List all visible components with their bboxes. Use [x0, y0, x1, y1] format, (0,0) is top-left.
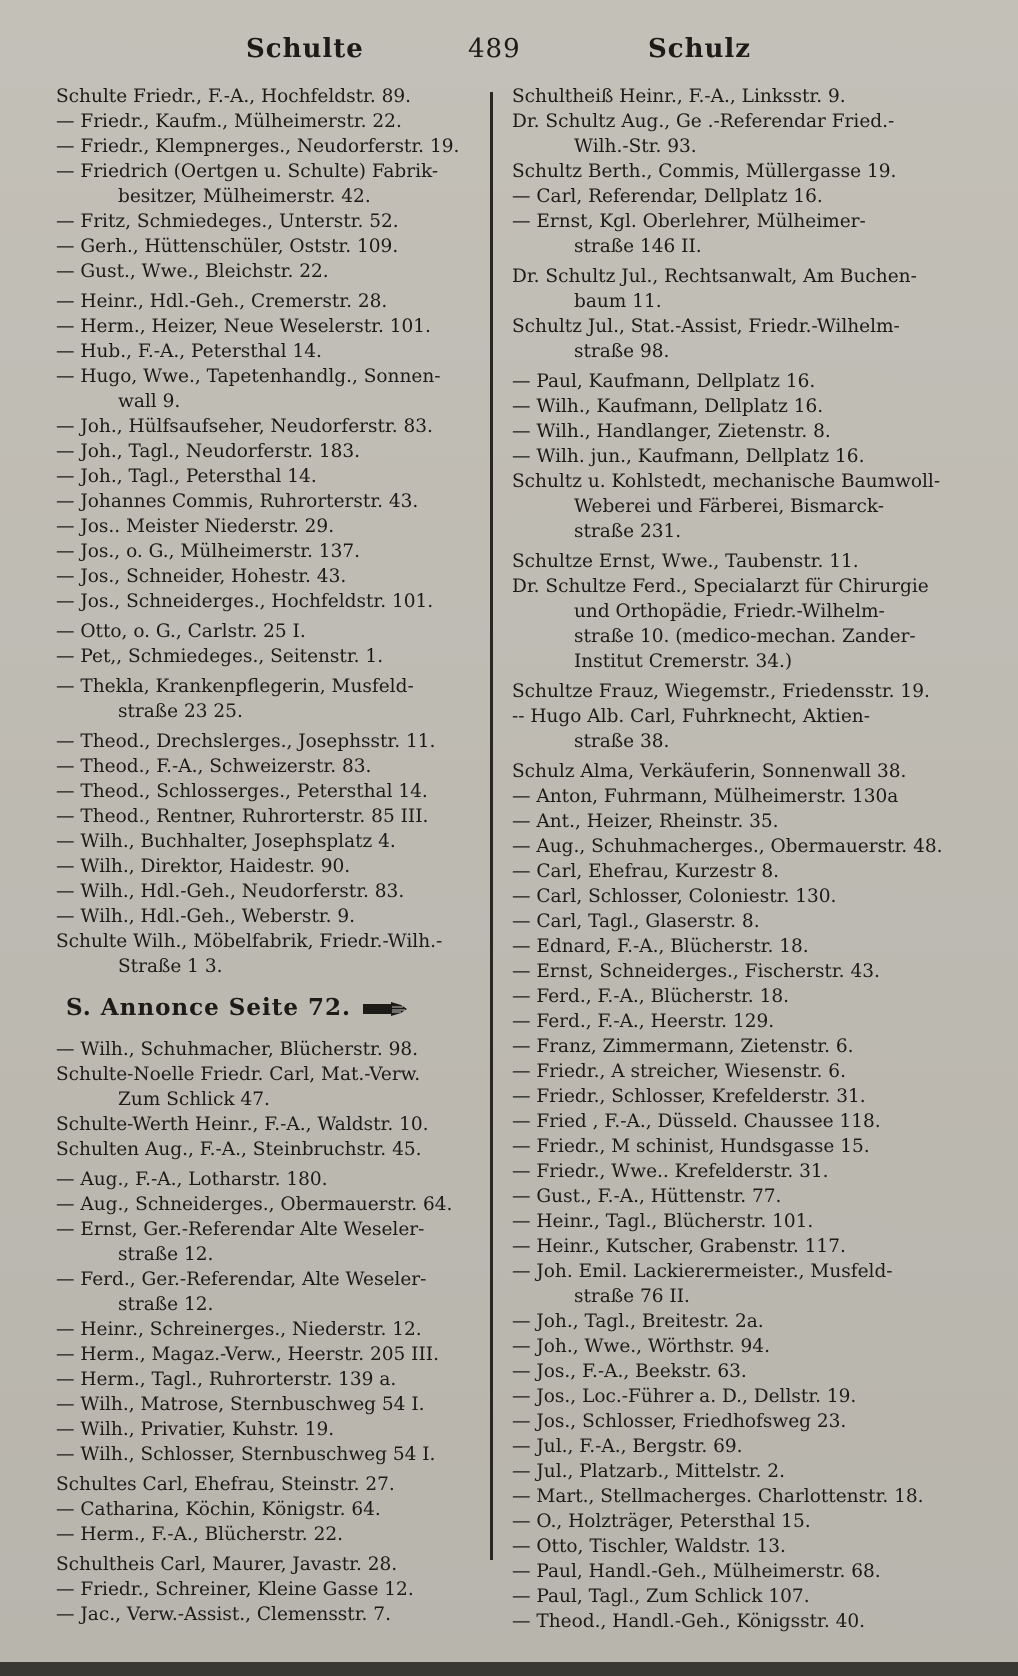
directory-entry: — Aug., Schneiderges., Obermauerstr. 64. — [56, 1194, 453, 1215]
directory-entry: Schultze Ernst, Wwe., Taubenstr. 11. — [512, 551, 859, 572]
directory-entry: Schultz u. Kohlstedt, mechanische Baumwoll- — [512, 471, 941, 492]
directory-entry: straße 12. — [118, 1294, 214, 1315]
directory-entry: — Paul, Kaufmann, Dellplatz 16. — [512, 371, 816, 392]
directory-entry: — Jul., F.-A., Bergstr. 69. — [512, 1436, 743, 1457]
column-divider — [490, 92, 493, 1560]
directory-entry: — Wilh., Privatier, Kuhstr. 19. — [56, 1419, 335, 1440]
directory-entry: — Mart., Stellmacherges. Charlottenstr. 18. — [512, 1486, 924, 1507]
directory-entry: — Carl, Schlosser, Coloniestr. 130. — [512, 886, 837, 907]
directory-entry: straße 10. (medico-mechan. Zander- — [574, 626, 916, 647]
directory-entry: — Theod., F.-A., Schweizerstr. 83. — [56, 756, 372, 777]
directory-entry: — O., Holzträger, Petersthal 15. — [512, 1511, 811, 1532]
directory-entry: Schultz Jul., Stat.-Assist, Friedr.-Wilhelm- — [512, 316, 900, 337]
directory-entry: — Carl, Referendar, Dellplatz 16. — [512, 186, 823, 207]
directory-entry: — Wilh., Matrose, Sternbuschweg 54 I. — [56, 1394, 425, 1415]
page-number: 489 — [468, 34, 521, 64]
directory-entry: — Jos., Schlosser, Friedhofsweg 23. — [512, 1411, 847, 1432]
directory-entry: — Joh. Emil. Lackierermeister., Musfeld- — [512, 1261, 893, 1282]
directory-entry: — Anton, Fuhrmann, Mülheimerstr. 130a — [512, 786, 899, 807]
directory-entry: — Joh., Tagl., Petersthal 14. — [56, 466, 317, 487]
directory-entry: Wilh.-Str. 93. — [574, 136, 697, 157]
directory-entry: straße 98. — [574, 341, 670, 362]
directory-entry: — Herm., F.-A., Blücherstr. 22. — [56, 1524, 343, 1545]
directory-entry: — Jul., Platzarb., Mittelstr. 2. — [512, 1461, 785, 1482]
directory-entry: straße 23 25. — [118, 701, 243, 722]
directory-entry: Schultze Frauz, Wiegemstr., Friedensstr. 19. — [512, 681, 930, 702]
directory-entry: — Herm., Magaz.-Verw., Heerstr. 205 III. — [56, 1344, 439, 1365]
directory-entry: — Jac., Verw.-Assist., Clemensstr. 7. — [56, 1604, 391, 1625]
directory-entry: Schulte Wilh., Möbelfabrik, Friedr.-Wilh.- — [56, 931, 443, 952]
directory-entry: — Friedr., Schreiner, Kleine Gasse 12. — [56, 1579, 414, 1600]
directory-entry: — Ernst, Ger.-Referendar Alte Weseler- — [56, 1219, 425, 1240]
directory-entry: — Heinr., Hdl.-Geh., Cremerstr. 28. — [56, 291, 388, 312]
directory-entry: — Ant., Heizer, Rheinstr. 35. — [512, 811, 779, 832]
directory-entry: — Thekla, Krankenpflegerin, Musfeld- — [56, 676, 414, 697]
directory-entry: Dr. Schultze Ferd., Specialarzt für Chirurgie — [512, 576, 929, 597]
directory-entry: — Ernst, Schneiderges., Fischerstr. 43. — [512, 961, 880, 982]
directory-entry: — Ferd., F.-A., Blücherstr. 18. — [512, 986, 789, 1007]
directory-entry: straße 76 II. — [574, 1286, 690, 1307]
directory-entry: — Heinr., Tagl., Blücherstr. 101. — [512, 1211, 814, 1232]
right-column — [512, 84, 946, 1634]
directory-entry: — Friedr., Schlosser, Krefelderstr. 31. — [512, 1086, 866, 1107]
header-right-name: Schulz — [648, 34, 752, 64]
directory-entry: Schulte Friedr., F.-A., Hochfeldstr. 89. — [56, 86, 411, 107]
directory-entry: Schultheis Carl, Maurer, Javastr. 28. — [56, 1554, 398, 1575]
directory-entry: straße 38. — [574, 731, 670, 752]
directory-entry: wall 9. — [118, 391, 181, 412]
directory-entry: straße 146 II. — [574, 236, 702, 257]
directory-entry: — Jos., Schneiderges., Hochfeldstr. 101. — [56, 591, 434, 612]
directory-entry: — Johannes Commis, Ruhrorterstr. 43. — [56, 491, 419, 512]
directory-entry: — Friedr., Wwe.. Krefelderstr. 31. — [512, 1161, 829, 1182]
directory-entry: — Hub., F.-A., Petersthal 14. — [56, 341, 322, 362]
directory-entry: Schultes Carl, Ehefrau, Steinstr. 27. — [56, 1474, 395, 1495]
directory-entry: Schulte-Noelle Friedr. Carl, Mat.-Verw. — [56, 1064, 421, 1085]
directory-entry: — Carl, Ehefrau, Kurzestr 8. — [512, 861, 780, 882]
directory-entry: — Wilh., Hdl.-Geh., Weberstr. 9. — [56, 906, 356, 927]
directory-entry: — Pet,, Schmiedeges., Seitenstr. 1. — [56, 646, 384, 667]
directory-entry: — Wilh., Schuhmacher, Blücherstr. 98. — [56, 1039, 419, 1060]
directory-entry: besitzer, Mülheimerstr. 42. — [118, 186, 371, 207]
directory-entry: — Friedr., M schinist, Hundsgasse 15. — [512, 1136, 870, 1157]
directory-entry: — Joh., Hülfsaufseher, Neudorferstr. 83. — [56, 416, 433, 437]
directory-entry: — Joh., Tagl., Neudorferstr. 183. — [56, 441, 361, 462]
directory-entry: — Joh., Tagl., Breitestr. 2a. — [512, 1311, 764, 1332]
page-edge — [0, 1662, 1018, 1676]
directory-entry: — Heinr., Schreinerges., Niederstr. 12. — [56, 1319, 422, 1340]
page-header — [0, 34, 1018, 74]
directory-entry: — Carl, Tagl., Glaserstr. 8. — [512, 911, 760, 932]
directory-entry: — Wilh., Handlanger, Zietenstr. 8. — [512, 421, 831, 442]
directory-entry: und Orthopädie, Friedr.-Wilhelm- — [574, 601, 885, 622]
directory-entry: — Gerh., Hüttenschüler, Oststr. 109. — [56, 236, 399, 257]
directory-entry: — Friedr., Klempnerges., Neudorferstr. 19. — [56, 136, 460, 157]
directory-entry: — Jos., Schneider, Hohestr. 43. — [56, 566, 347, 587]
directory-entry: — Theod., Drechslerges., Josephsstr. 11. — [56, 731, 436, 752]
directory-entry: Dr. Schultz Aug., Ge .-Referendar Fried.- — [512, 111, 895, 132]
directory-entry: — Wilh., Direktor, Haidestr. 90. — [56, 856, 351, 877]
directory-entry: -- Hugo Alb. Carl, Fuhrknecht, Aktien- — [512, 706, 870, 727]
directory-entry: Zum Schlick 47. — [118, 1089, 270, 1110]
directory-entry: baum 11. — [574, 291, 662, 312]
directory-entry: — Wilh., Hdl.-Geh., Neudorferstr. 83. — [56, 881, 405, 902]
directory-entry: — Catharina, Köchin, Königstr. 64. — [56, 1499, 381, 1520]
directory-entry: Schultheiß Heinr., F.-A., Linksstr. 9. — [512, 86, 846, 107]
directory-entry: — Ednard, F.-A., Blücherstr. 18. — [512, 936, 809, 957]
directory-entry: — Ferd., Ger.-Referendar, Alte Weseler- — [56, 1269, 427, 1290]
directory-entry: Schulz Alma, Verkäuferin, Sonnenwall 38. — [512, 761, 907, 782]
annonce-text: S. Annonce Seite 72. — [66, 994, 352, 1021]
directory-entry: — Gust., F.-A., Hüttenstr. 77. — [512, 1186, 782, 1207]
directory-entry: — Ernst, Kgl. Oberlehrer, Mülheimer- — [512, 211, 866, 232]
header-left-name: Schulte — [246, 34, 364, 64]
directory-entry: — Hugo, Wwe., Tapetenhandlg., Sonnen- — [56, 366, 441, 387]
directory-entry: — Otto, Tischler, Waldstr. 13. — [512, 1536, 786, 1557]
directory-entry: — Jos., Loc.-Führer a. D., Dellstr. 19. — [512, 1386, 857, 1407]
directory-entry: — Franz, Zimmermann, Zietenstr. 6. — [512, 1036, 854, 1057]
directory-entry: — Gust., Wwe., Bleichstr. 22. — [56, 261, 329, 282]
directory-entry: Straße 1 3. — [118, 956, 223, 977]
directory-entry: — Herm., Heizer, Neue Weselerstr. 101. — [56, 316, 431, 337]
directory-entry: — Joh., Wwe., Wörthstr. 94. — [512, 1336, 770, 1357]
directory-entry: — Jos., F.-A., Beekstr. 63. — [512, 1361, 747, 1382]
directory-entry: Schulte-Werth Heinr., F.-A., Waldstr. 10. — [56, 1114, 429, 1135]
directory-entry: — Wilh., Schlosser, Sternbuschweg 54 I. — [56, 1444, 436, 1465]
pointing-hand-icon — [361, 1001, 409, 1017]
directory-entry: straße 231. — [574, 521, 682, 542]
directory-entry: — Jos.. Meister Niederstr. 29. — [56, 516, 335, 537]
directory-entry: — Friedr., Kaufm., Mülheimerstr. 22. — [56, 111, 402, 132]
directory-entry: — Theod., Rentner, Ruhrorterstr. 85 III. — [56, 806, 429, 827]
directory-entry: — Otto, o. G., Carlstr. 25 I. — [56, 621, 306, 642]
directory-entry: — Herm., Tagl., Ruhrorterstr. 139 a. — [56, 1369, 397, 1390]
directory-entry: — Ferd., F.-A., Heerstr. 129. — [512, 1011, 775, 1032]
directory-entry: — Theod., Handl.-Geh., Königsstr. 40. — [512, 1611, 866, 1632]
directory-entry: — Aug., Schuhmacherges., Obermauerstr. 48. — [512, 836, 943, 857]
directory-entry: — Heinr., Kutscher, Grabenstr. 117. — [512, 1236, 846, 1257]
left-column — [56, 84, 488, 1627]
directory-entry: — Paul, Handl.-Geh., Mülheimerstr. 68. — [512, 1561, 881, 1582]
directory-entry: straße 12. — [118, 1244, 214, 1265]
directory-entry: — Fried , F.-A., Düsseld. Chaussee 118. — [512, 1111, 881, 1132]
annonce-reference — [56, 987, 488, 1029]
directory-entry: — Friedrich (Oertgen u. Schulte) Fabrik- — [56, 161, 439, 182]
directory-entry: — Wilh. jun., Kaufmann, Dellplatz 16. — [512, 446, 865, 467]
directory-entry: Schulten Aug., F.-A., Steinbruchstr. 45. — [56, 1139, 422, 1160]
directory-entry: — Fritz, Schmiedeges., Unterstr. 52. — [56, 211, 399, 232]
directory-entry: — Wilh., Kaufmann, Dellplatz 16. — [512, 396, 824, 417]
directory-entry: — Aug., F.-A., Lotharstr. 180. — [56, 1169, 328, 1190]
directory-entry: Schultz Berth., Commis, Müllergasse 19. — [512, 161, 897, 182]
directory-entry: — Theod., Schlosserges., Petersthal 14. — [56, 781, 428, 802]
directory-entry: — Friedr., A streicher, Wiesenstr. 6. — [512, 1061, 846, 1082]
directory-entry: — Wilh., Buchhalter, Josephsplatz 4. — [56, 831, 396, 852]
directory-entry: Weberei und Färberei, Bismarck- — [574, 496, 885, 517]
directory-entry: — Paul, Tagl., Zum Schlick 107. — [512, 1586, 810, 1607]
directory-entry: — Jos., o. G., Mülheimerstr. 137. — [56, 541, 360, 562]
directory-entry: Institut Cremerstr. 34.) — [574, 651, 793, 672]
directory-entry: Dr. Schultz Jul., Rechtsanwalt, Am Buchen- — [512, 266, 917, 287]
